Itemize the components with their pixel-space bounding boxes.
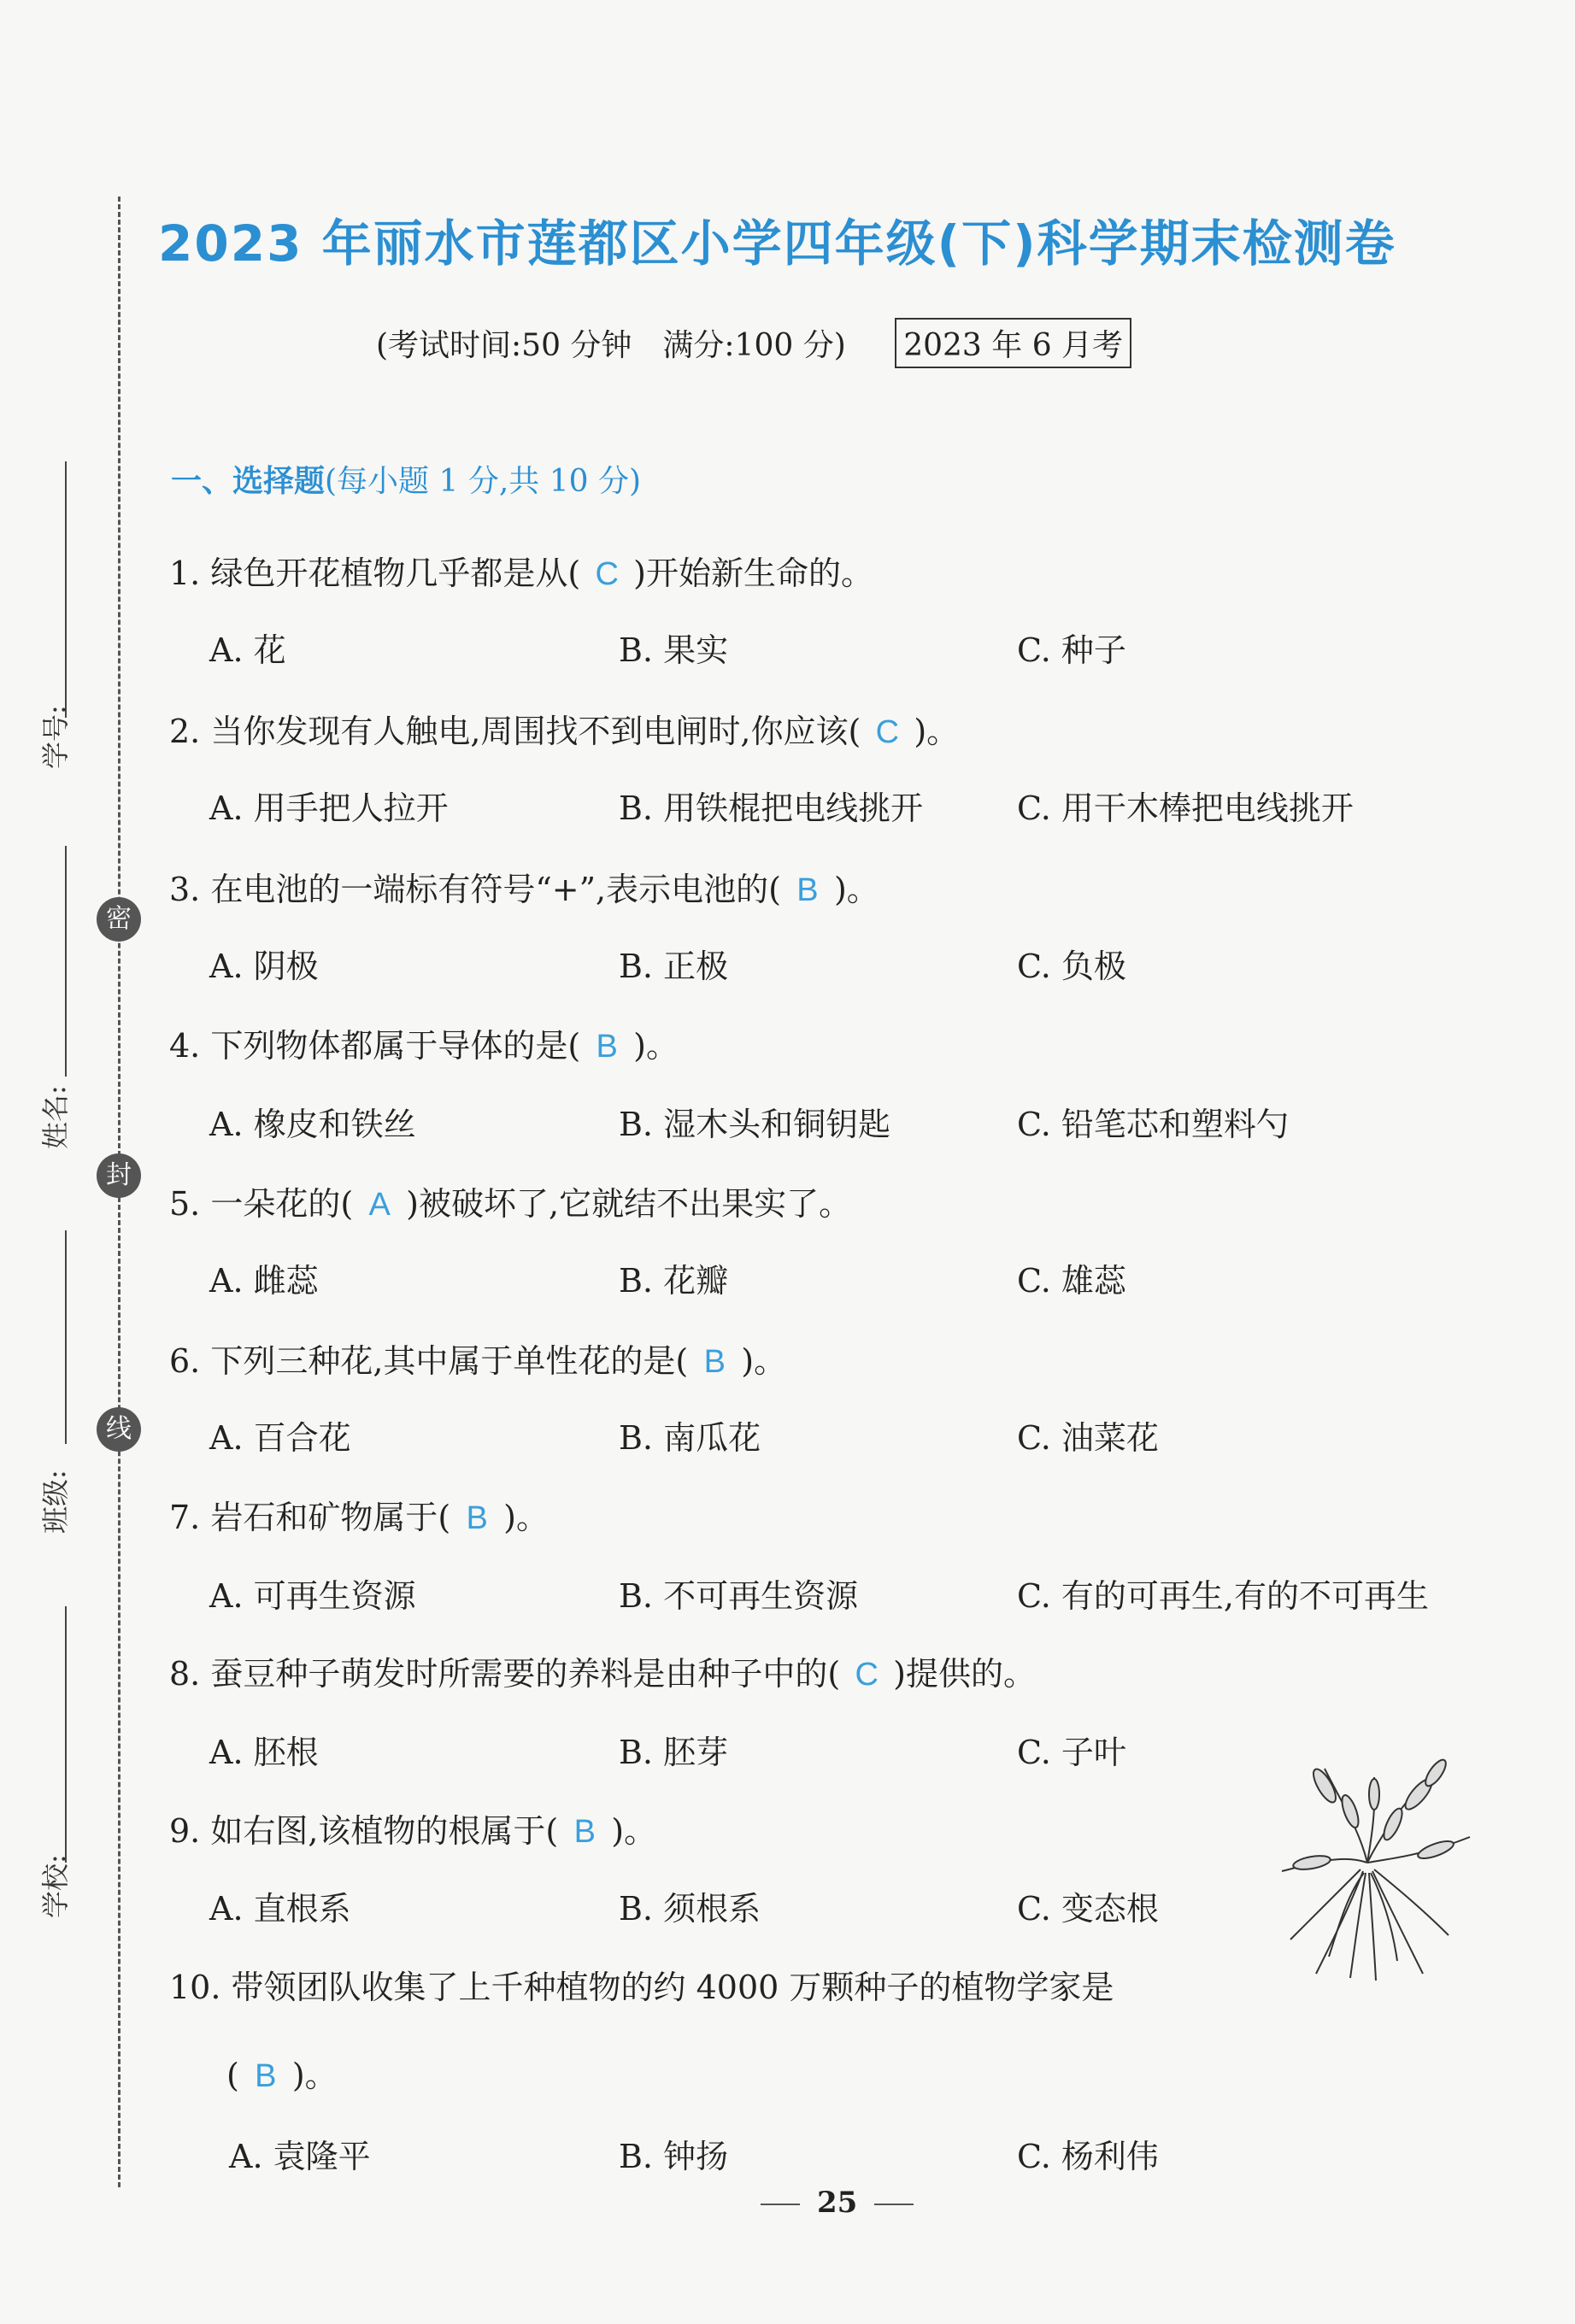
answer: A <box>368 1187 391 1223</box>
page-title: 2023 年丽水市莲都区小学四年级(下)科学期末检测卷 <box>158 214 1396 273</box>
answer: B <box>255 2058 277 2094</box>
question-1 <box>169 547 873 594</box>
answer: C <box>875 714 900 750</box>
question-10: 10. 带领团队收集了上千种植物的约 4000 万颗种子的植物学家是 <box>169 1969 1114 2006</box>
question-text: 7. 岩石和矿物属于( <box>169 1499 451 1536</box>
question-text: 5. 一朵花的( <box>169 1185 354 1223</box>
option-c: C. 杨利伟 <box>1017 2138 1159 2175</box>
question-2 <box>169 705 959 752</box>
footer-dash-left <box>761 2204 800 2205</box>
option-a: A. 袁隆平 <box>229 2138 371 2175</box>
question-text-end: )。 <box>833 871 879 908</box>
page-number: 25 <box>817 2186 858 2220</box>
option-b: B. 胚芽 <box>619 1734 729 1771</box>
option-a: A. 胚根 <box>209 1734 319 1771</box>
section-title: 一、选择题 <box>171 464 326 499</box>
answer: B <box>596 1029 618 1065</box>
answer: B <box>703 1344 726 1380</box>
question-3 <box>169 863 879 910</box>
option-c: C. 子叶 <box>1017 1734 1126 1771</box>
option-b: B. 用铁棍把电线挑开 <box>619 789 924 827</box>
option-b: B. 南瓜花 <box>619 1419 761 1457</box>
option-a: A. 阴极 <box>209 948 319 985</box>
question-text-end: )。 <box>914 713 960 750</box>
exam-date-box: 2023 年 6 月考 <box>895 318 1131 368</box>
option-a: A. 百合花 <box>209 1419 351 1457</box>
question-7 <box>169 1491 549 1538</box>
seal-xian: 线 <box>97 1407 141 1452</box>
question-text-end: )。 <box>633 1027 679 1065</box>
option-b: B. 须根系 <box>619 1890 761 1928</box>
question-text: 6. 下列三种花,其中属于单性花的是( <box>169 1342 689 1380</box>
option-a: A. 雌蕊 <box>209 1262 319 1300</box>
option-c: C. 用干木棒把电线挑开 <box>1017 789 1354 827</box>
page-footer <box>743 2186 931 2220</box>
option-b: B. 钟扬 <box>619 2138 729 2175</box>
option-c: C. 有的可再生,有的不可再生 <box>1017 1577 1429 1615</box>
question-5 <box>169 1177 851 1224</box>
answer: C <box>855 1657 879 1693</box>
option-a: A. 橡皮和铁丝 <box>209 1106 416 1143</box>
option-a: A. 直根系 <box>209 1890 351 1928</box>
question-text: 3. 在电池的一端标有符号“+”,表示电池的( <box>169 871 781 908</box>
label-school: 学校: <box>39 1854 72 1918</box>
question-text: 2. 当你发现有人触电,周围找不到电闸时,你应该( <box>169 713 861 750</box>
answer: B <box>573 1814 596 1850</box>
question-text-end: )。 <box>503 1499 549 1536</box>
option-c: C. 种子 <box>1017 631 1126 669</box>
question-text-end: )。 <box>611 1812 657 1850</box>
option-b: B. 果实 <box>619 631 729 669</box>
option-a: A. 可再生资源 <box>209 1577 416 1615</box>
question-text: 4. 下列物体都属于导体的是( <box>169 1027 581 1065</box>
question-text-end: )提供的。 <box>893 1655 1036 1693</box>
question-4 <box>169 1019 679 1066</box>
question-text: 9. 如右图,该植物的根属于( <box>169 1812 559 1850</box>
class-blank-line <box>65 1230 67 1444</box>
option-a: A. 花 <box>209 631 286 669</box>
exam-info-row <box>376 318 1131 368</box>
option-c: C. 油菜花 <box>1017 1419 1159 1457</box>
option-b: B. 湿木头和铜钥匙 <box>619 1106 891 1143</box>
exam-info: (考试时间:50 分钟 满分:100 分) <box>376 328 846 363</box>
seal-mi: 密 <box>97 897 141 942</box>
question-text-end: )。 <box>741 1342 787 1380</box>
question-10-answer-line <box>226 2049 338 2096</box>
question-8 <box>169 1647 1036 1694</box>
plant-root-illustration <box>1265 1734 1487 1982</box>
section-note: (每小题 1 分,共 10 分) <box>325 464 642 499</box>
question-text: 1. 绿色开花植物几乎都是从( <box>169 555 581 592</box>
id-blank-line <box>65 461 67 718</box>
label-class: 班级: <box>39 1470 72 1534</box>
question-text-end: )。 <box>291 2057 338 2094</box>
label-student-id: 学号: <box>39 705 72 769</box>
option-c: C. 负极 <box>1017 948 1126 985</box>
school-blank-line <box>65 1606 67 1863</box>
name-blank-line <box>65 846 67 1077</box>
answer: B <box>796 872 819 908</box>
option-b: B. 不可再生资源 <box>619 1577 859 1615</box>
answer: C <box>595 556 619 592</box>
option-c: C. 雄蕊 <box>1017 1262 1126 1300</box>
label-name: 姓名: <box>39 1085 72 1149</box>
question-text: ( <box>226 2057 239 2094</box>
seal-feng: 封 <box>97 1153 141 1198</box>
question-text-end: )被破坏了,它就结不出果实了。 <box>406 1185 852 1223</box>
option-a: A. 用手把人拉开 <box>209 789 449 827</box>
question-9 <box>169 1805 656 1852</box>
footer-dash-right <box>874 2204 914 2205</box>
question-text: 8. 蚕豆种子萌发时所需要的养料是由种子中的( <box>169 1655 841 1693</box>
option-c: C. 铅笔芯和塑料勺 <box>1017 1106 1289 1143</box>
question-6 <box>169 1335 786 1382</box>
section-heading <box>171 457 641 501</box>
option-b: B. 花瓣 <box>619 1262 729 1300</box>
answer: B <box>466 1500 488 1536</box>
option-b: B. 正极 <box>619 948 729 985</box>
question-text-end: )开始新生命的。 <box>633 555 873 592</box>
option-c: C. 变态根 <box>1017 1890 1159 1928</box>
